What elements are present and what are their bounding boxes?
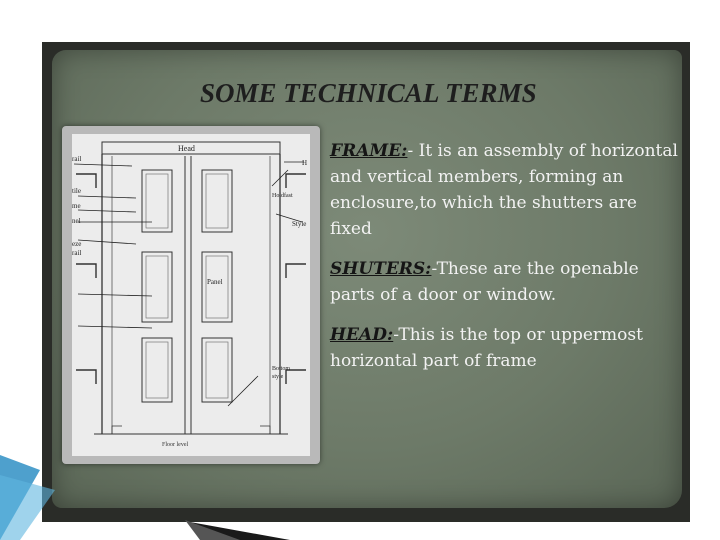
term-head-name: HEAD: (330, 325, 394, 345)
label-rail: rail (72, 155, 82, 163)
label-style: Style (292, 220, 307, 228)
label-freeze: eze (72, 240, 82, 248)
term-frame-text: - It is an assembly of horizontal and vertical members, forming an enclosure,to which the shutters are fixed (330, 141, 678, 239)
label-floor-level: Floor level (162, 442, 189, 448)
term-head (330, 322, 680, 374)
terms-list (330, 138, 680, 388)
term-frame (330, 138, 680, 242)
label-freeze-rail: rail (72, 249, 82, 257)
label-frame: me (72, 202, 81, 210)
term-frame-name: FRAME: (330, 141, 408, 161)
label-panel: Panel (207, 278, 223, 286)
slide-title: SOME TECHNICAL TERMS (200, 78, 537, 108)
label-bottom-style-2: style (272, 374, 284, 380)
label-panel-left: nel (72, 217, 81, 225)
label-right-h: H (302, 159, 308, 167)
term-shutters (330, 256, 680, 308)
term-head-text: -This is the top or uppermost horizontal part of frame (330, 325, 643, 371)
door-diagram (72, 134, 310, 456)
term-shutters-text: -These are the openable parts of a door or window. (330, 259, 639, 305)
label-holdfast: Holdfast (272, 193, 293, 199)
label-stile: tile (72, 187, 81, 195)
term-shutters-name: SHUTERS: (330, 259, 432, 279)
label-head: Head (178, 144, 195, 153)
label-bottom-style: Bottom (272, 366, 291, 372)
